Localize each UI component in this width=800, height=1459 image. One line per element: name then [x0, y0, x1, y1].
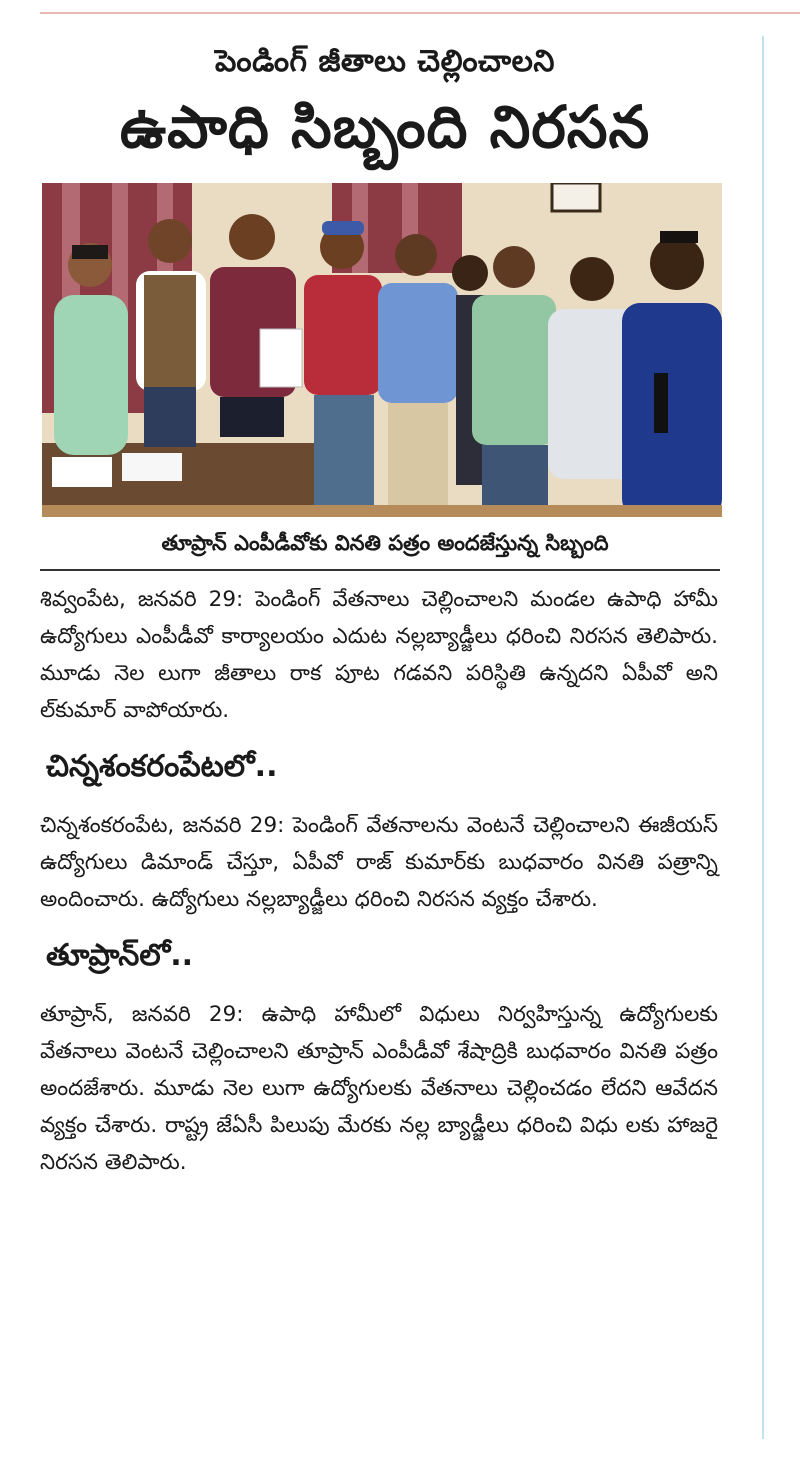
- column-divider: [762, 36, 764, 1439]
- news-clipping: [40, 30, 730, 1181]
- subhead-toopran: తూప్రాన్‌లో..: [46, 937, 194, 973]
- paragraph-chinnashankarampet: చిన్నశంకరంపేట, జనవరి 29: పెండింగ్ వేతనాలను వెంటనే చెల్లించాలని ఈజీయస్ ఉద్యోగులు డిమాండ్ చేస్తూ, ఏపీవో రాజ్ కుమార్‌కు బుధవారం వినతి పత్రాన్ని అందించారు. ఉద్యోగులు నల్లబ్యాడ్జీలు ధరించి నిరసన వ్యక్తం చేశారు.: [40, 812, 718, 912]
- caption-divider: [40, 569, 720, 571]
- subhead-chinnashankarampet: చిన్నశంకరంపేటలో..: [46, 748, 278, 784]
- top-border-rule: [40, 12, 800, 14]
- photo-caption: తూప్రాన్ ఎంపీడీవోకు వినతి పత్రం అందజేస్తున్న సిబ్బంది: [161, 530, 609, 555]
- paragraph-toopran: తూప్రాన్, జనవరి 29: ఉపాధి హామీలో విధులు నిర్వహిస్తున్న ఉద్యోగులకు వేతనాలు వెంటనే చెల్లించాలని తూప్రాన్ ఎంపీడీవో శేషాద్రికి బుధవారం వినతి పత్రం అందజేశారు. మూడు నెల లుగా ఉద్యోగులకు వేతనాలు చెల్లించడం లేదని ఆవేదన వ్యక్తం చేశారు. రాష్ట్ర జేఏసీ పిలుపు మేరకు నల్ల బ్యాడ్జీలు ధరించి విధు లకు హాజరై నిరసన తెలిపారు.: [40, 1001, 718, 1175]
- photo-illustration: [42, 183, 722, 517]
- article-headline: ఉపాధి సిబ్బంది నిరసన: [119, 93, 651, 161]
- news-photo: [42, 183, 722, 517]
- paragraph-shivampet: శివ్వంపేట, జనవరి 29: పెండింగ్ వేతనాలు చెల్లించాలని మండల ఉపాధి హామీ ఉద్యోగులు ఎంపీడీవో కార్యాలయం ఎదుట నల్లబ్యాడ్జీలు ధరించి నిరసన తెలిపారు. మూడు నెల లుగా జీతాలు రాక పూట గడవని పరిస్థితి ఉన్నదని ఏపీవో అని ల్‌కుమార్ వాపోయారు.: [40, 586, 718, 723]
- article-kicker: పెండింగ్ జీతాలు చెల్లించాలని: [215, 44, 555, 79]
